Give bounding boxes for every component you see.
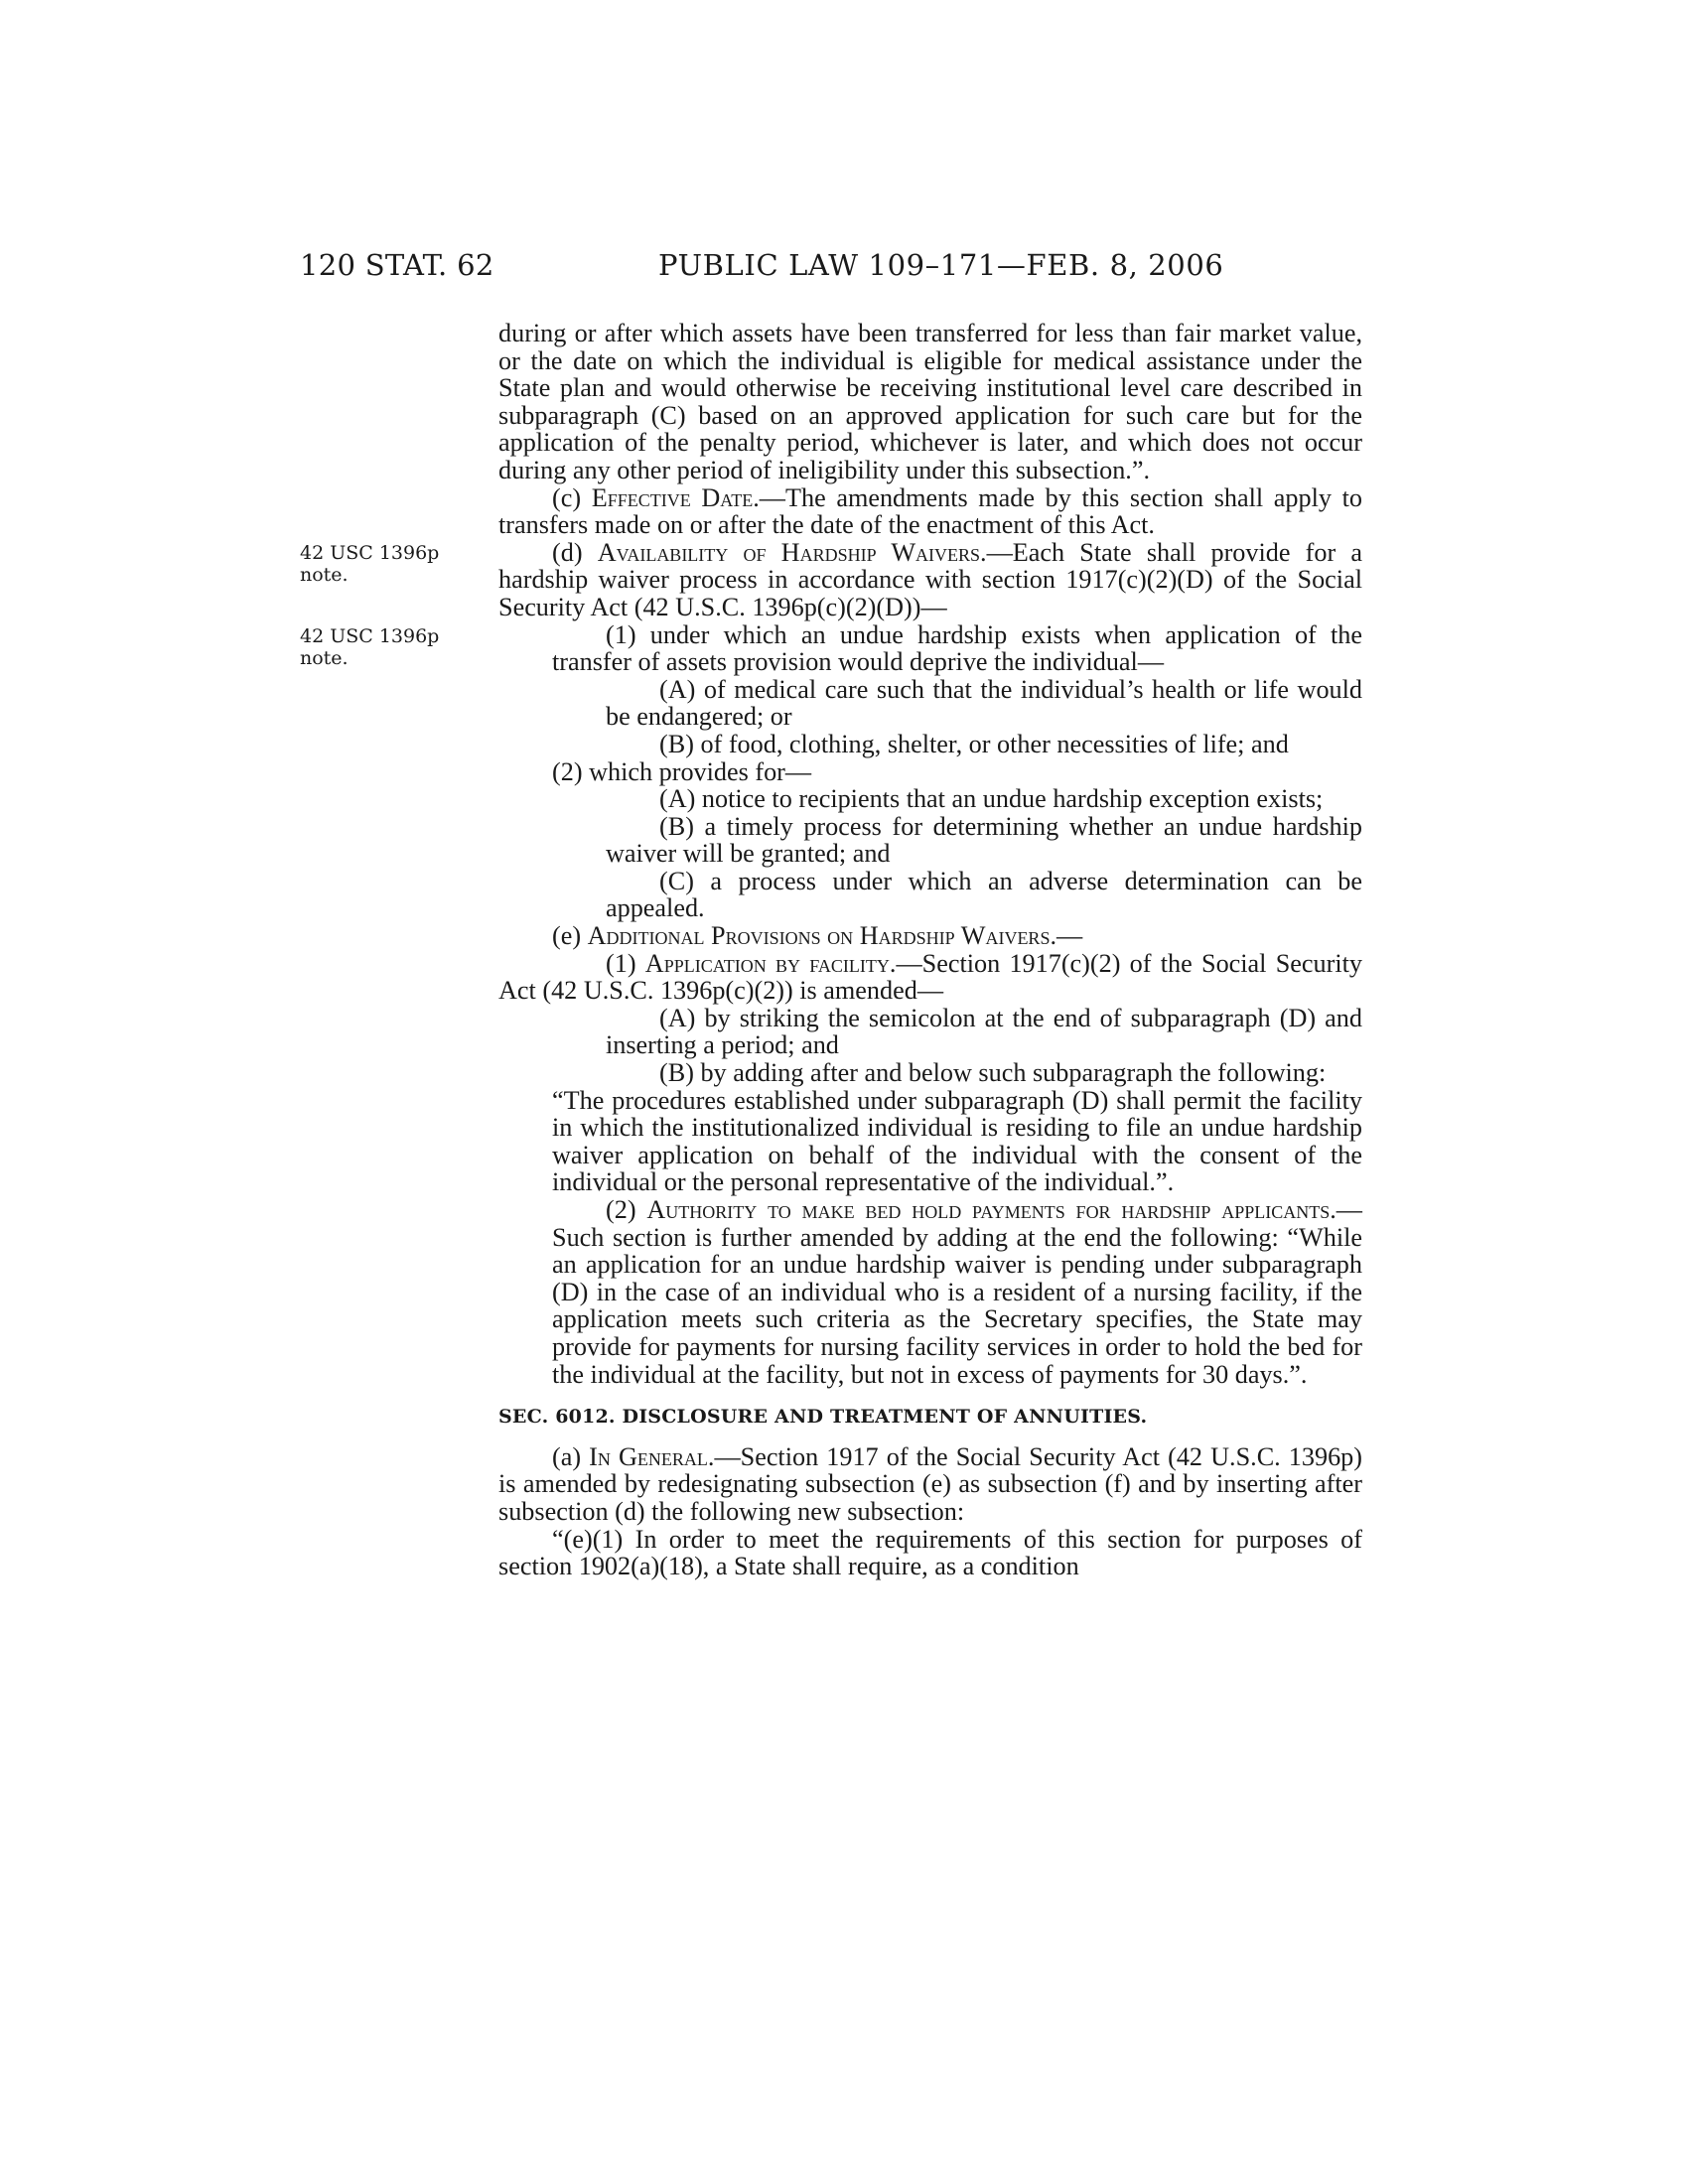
subparagraph-d1b: (B) of food, clothing, shelter, or other necessities of life; and — [659, 729, 1289, 758]
public-law-title: PUBLIC LAW 109–171—FEB. 8, 2006 — [658, 248, 1224, 282]
subsection-e — [498, 922, 1362, 950]
stat-page-number: 120 STAT. 62 — [300, 248, 494, 282]
subsection-a-label: (a) — [552, 1441, 590, 1471]
paragraph-continuation: during or after which assets have been transferred for less than fair market value, or the date on which the individual is eligible for medical assistance under the State plan and would otherwise be receiving institutional level care described in subparagraph (C) based on an approved application for such care but for the application of the penalty period, whichever is later, and which does not occur during any other period of ineligibility under this subsection.”. — [498, 319, 1362, 484]
subsection-d — [498, 539, 1362, 621]
quoted-text-block: “The procedures established under subparagraph (D) shall permit the facility in which the institutionalized individual is residing to file an undue hardship waiver application on behalf of the individual with the consent of the individual or the personal representative of the individual.”. — [552, 1085, 1362, 1197]
margin-note-1-line2: note. — [300, 564, 349, 586]
page-header — [0, 248, 1688, 288]
subsection-e-label: (e) — [552, 921, 588, 951]
paragraph-e1 — [498, 950, 1362, 1005]
subsection-d-heading: Availability of Hardship Waivers — [597, 537, 981, 567]
new-subsection-e: “(e)(1) In order to meet the requirements of this section for purposes of section 1902(a)(18), a State shall require, as a condition — [498, 1524, 1362, 1581]
subparagraph-d2b: (B) a timely process for determining whether an undue hardship waiver will be granted; and — [606, 811, 1362, 869]
subparagraph-e1a: (A) by striking the semicolon at the end of subparagraph (D) and inserting a period; and — [606, 1003, 1362, 1060]
subparagraph-d1a: (A) of medical care such that the individual’s health or life would be endangered; or — [606, 674, 1362, 732]
margin-note-2-line1: 42 USC 1396p — [300, 625, 440, 647]
margin-note-2-line2: note. — [300, 647, 349, 669]
subsection-c-text: .—The amendments made by this section shall apply to transfers made on or after the date of the enactment of this Act. — [498, 482, 1362, 540]
document-body — [498, 320, 1362, 1580]
paragraph-e1-heading: Application by facility — [644, 948, 890, 978]
paragraph-e2-heading: Authority to make bed hold payments for hardship applicants — [646, 1195, 1331, 1224]
subsection-d-text: .—Each State shall provide for a hardship waiver process in accordance with section 1917(c)(2)(D) of the Social Security Act (42 U.S.C. 1396p(c)(2)(D))— — [498, 537, 1363, 621]
subsection-a-heading: In General — [589, 1441, 708, 1471]
paragraph-e2-label: (2) — [606, 1195, 647, 1224]
subparagraph-d2a: (A) notice to recipients that an undue hardship exception exists; — [659, 784, 1324, 814]
paragraph-d1: (1) under which an undue hardship exists when application of the transfer of assets provision would deprive the individual— — [552, 619, 1362, 677]
paragraph-e1-label: (1) — [606, 948, 645, 978]
paragraph-e1-text: .—Section 1917(c)(2) of the Social Security Act (42 U.S.C. 1396p(c)(2)) is amended— — [498, 948, 1362, 1006]
subsection-e-text: .— — [1050, 921, 1083, 951]
subsection-a — [498, 1443, 1362, 1526]
paragraph-e2 — [498, 1196, 1362, 1388]
margin-note-2 — [300, 625, 449, 669]
subsection-c-label: (c) — [552, 482, 592, 512]
margin-note-1 — [300, 542, 449, 586]
subsection-a-text: .—Section 1917 of the Social Security Act (42 U.S.C. 1396p) is amended by redesignating subsection (e) as subsection (f) and by inserting after subsection (d) the following new subsection: — [498, 1441, 1362, 1526]
subparagraph-e1b: (B) by adding after and below such subparagraph the following: — [659, 1058, 1327, 1088]
margin-note-1-line1: 42 USC 1396p — [300, 542, 440, 564]
section-heading: SEC. 6012. DISCLOSURE AND TREATMENT OF ANNUITIES. — [498, 1406, 1148, 1429]
subparagraph-d2c: (C) a process under which an adverse determination can be appealed. — [606, 866, 1362, 923]
subsection-d-label: (d) — [552, 537, 598, 567]
paragraph-e2-text: .—Such section is further amended by adding at the end the following: “While an application for an undue hardship waiver is pending under subparagraph (D) in the case of an individual who is a resident of a nursing facility, if the application meets such criteria as the Secretary specifies, the State may provide for payments for nursing facility services in order to hold the bed for the individual at the facility, but not in excess of payments for 30 days.”. — [552, 1195, 1362, 1389]
subsection-c — [498, 484, 1362, 539]
subsection-e-heading: Additional Provisions on Hardship Waivers — [587, 921, 1051, 951]
paragraph-d2: (2) which provides for— — [552, 756, 812, 786]
subsection-c-heading: Effective Date — [591, 482, 754, 512]
